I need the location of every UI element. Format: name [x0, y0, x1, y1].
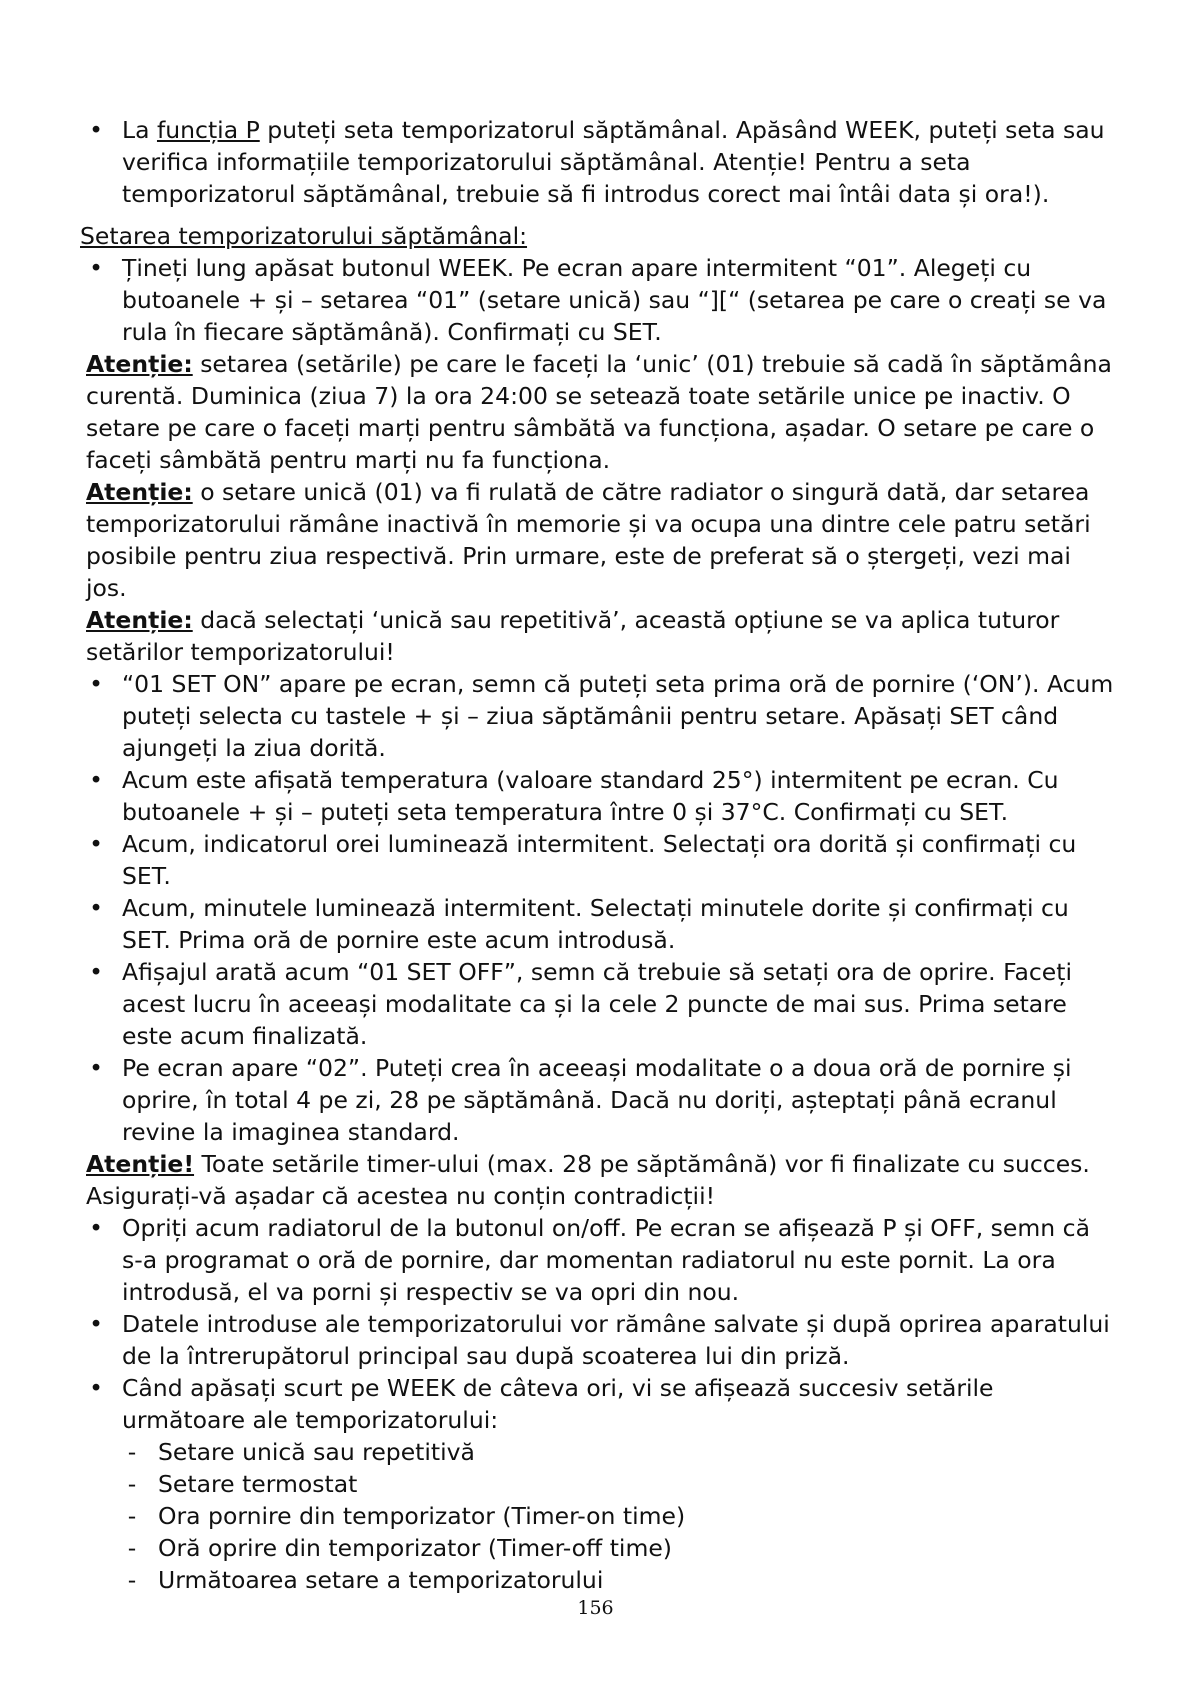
note-label: Atenție:: [86, 478, 193, 506]
dash-icon: -: [127, 1438, 137, 1466]
note-text: setarea (setările) pe care le faceți la ‘unic’ (01) trebuie să cadă în săptămâna curentă. Duminica (ziua 7) la ora 24:00 se setează toate setările unice pe inactiv. O setare pe care o faceți marți pentru sâmbătă va funcționa, așadar. O setare pe care o faceți sâmbătă pentru marți nu fa funcționa.: [86, 350, 1112, 474]
bullet-icon: •: [89, 670, 103, 698]
intro-pre: La: [122, 116, 157, 144]
list-item: [86, 668, 1116, 764]
bullet-icon: •: [89, 254, 103, 282]
bullet-icon: •: [89, 958, 103, 986]
bullet-icon: •: [89, 894, 103, 922]
sub-list-item-text: Setare unică sau repetitivă: [158, 1438, 475, 1466]
list-item: [86, 956, 1116, 1052]
list-item: [86, 892, 1116, 956]
list-item-text: Țineți lung apăsat butonul WEEK. Pe ecran apare intermitent “01”. Alegeți cu butoanele + și – setarea “01” (setare unică) sau “][“ (setarea pe care o creați se va rula în fiecare săptămână). Confirmați cu SET.: [122, 254, 1107, 346]
list-item-text: “01 SET ON” apare pe ecran, semn că puteți seta prima oră de pornire (‘ON’). Acum puteți selecta cu tastele + și – ziua săptămânii pentru setare. Apăsați SET când ajungeți la ziua dorită.: [122, 670, 1114, 762]
dash-icon: -: [127, 1470, 137, 1498]
list-item: [86, 1372, 1116, 1436]
list-item-text: Datele introduse ale temporizatorului vor rămâne salvate și după oprirea aparatului de la întrerupătorul principal sau după scoaterea lui din priză.: [122, 1310, 1110, 1370]
note-paragraph: [86, 604, 1116, 668]
note-label: Atenție!: [86, 1150, 195, 1178]
note-paragraph: [86, 1148, 1116, 1212]
function-p-link: funcția P: [156, 116, 260, 144]
section-heading: Setarea temporizatorului săptămânal:: [80, 222, 528, 250]
sub-list-item: [86, 1500, 1116, 1532]
note-label: Atenție:: [86, 606, 193, 634]
sub-list-item: [86, 1532, 1116, 1564]
bullet-icon: •: [89, 116, 103, 144]
list-item: [86, 252, 1116, 348]
note-text: o setare unică (01) va fi rulată de către radiator o singură dată, dar setarea temporizatorului rămâne inactivă în memorie și va ocupa una dintre cele patru setări posibile pentru ziua respectivă. Prin urmare, este de preferat să o ștergeți, vezi mai jos.: [86, 478, 1091, 602]
list-item-text: Opriți acum radiatorul de la butonul on/off. Pe ecran se afișează P și OFF, semn că s-a programat o oră de pornire, dar momentan radiatorul nu este pornit. La ora introdusă, el va porni și respectiv se va opri din nou.: [122, 1214, 1090, 1306]
list-item: [86, 828, 1116, 892]
list-item-text: Pe ecran apare “02”. Puteți crea în aceeași modalitate o a doua oră de pornire și oprire, în total 4 pe zi, 28 pe săptămână. Dacă nu doriți, așteptați până ecranul revine la imaginea standard.: [122, 1054, 1072, 1146]
page-number: 156: [577, 1597, 614, 1619]
list-item-text: Acum, minutele luminează intermitent. Selectați minutele dorite și confirmați cu SET. Prima oră de pornire este acum introdusă.: [122, 894, 1069, 954]
note-paragraph: [86, 476, 1116, 604]
bullet-icon: •: [89, 1054, 103, 1082]
sub-list-item-text: Setare termostat: [158, 1470, 358, 1498]
dash-icon: -: [127, 1502, 137, 1530]
bullet-icon: •: [89, 1310, 103, 1338]
list-item-text: Afișajul arată acum “01 SET OFF”, semn că trebuie să setați ora de oprire. Faceți acest lucru în aceeași modalitate ca și la cele 2 puncte de mai sus. Prima setare este acum finalizată.: [122, 958, 1072, 1050]
bullet-icon: •: [89, 1374, 103, 1402]
document-body: [80, 114, 1116, 1596]
sub-list-item-text: Oră oprire din temporizator (Timer-off time): [158, 1534, 672, 1562]
bullet-icon: •: [89, 1214, 103, 1242]
note-label: Atenție:: [86, 350, 193, 378]
list-item-text: Când apăsați scurt pe WEEK de câteva ori, vi se afișează succesiv setările următoare ale temporizatorului:: [122, 1374, 994, 1434]
sub-list-item: [86, 1436, 1116, 1468]
sub-list-item-text: Următoarea setare a temporizatorului: [158, 1566, 604, 1594]
dash-icon: -: [127, 1566, 137, 1594]
note-text: dacă selectați ‘unică sau repetitivă’, această opțiune se va aplica tuturor setărilor temporizatorului!: [86, 606, 1060, 666]
list-item: [86, 114, 1116, 210]
sub-list-item: [86, 1468, 1116, 1500]
list-item: [86, 764, 1116, 828]
note-paragraph: [86, 348, 1116, 476]
list-item-text: Acum, indicatorul orei luminează intermitent. Selectați ora dorită și confirmați cu SET.: [122, 830, 1077, 890]
bullet-icon: •: [89, 766, 103, 794]
note-text: Toate setările timer-ului (max. 28 pe săptămână) vor fi finalizate cu succes. Asigurați-vă așadar că acestea nu conțin contradicții!: [86, 1150, 1090, 1210]
dash-icon: -: [127, 1534, 137, 1562]
list-item: [86, 1052, 1116, 1148]
list-item: [86, 1212, 1116, 1308]
list-item-text: Acum este afișată temperatura (valoare standard 25°) intermitent pe ecran. Cu butoanele + și – puteți seta temperatura între 0 și 37°C. Confirmați cu SET.: [122, 766, 1059, 826]
intro-post: puteți seta temporizatorul săptămânal. Apăsând WEEK, puteți seta sau verifica informațiile temporizatorului săptămânal. Atenție! Pentru a seta temporizatorul săptămânal, trebuie să fi introdus corect mai întâi data și ora!).: [122, 116, 1105, 208]
list-item: [86, 1308, 1116, 1372]
sub-list-item-text: Ora pornire din temporizator (Timer-on time): [158, 1502, 686, 1530]
bullet-icon: •: [89, 830, 103, 858]
